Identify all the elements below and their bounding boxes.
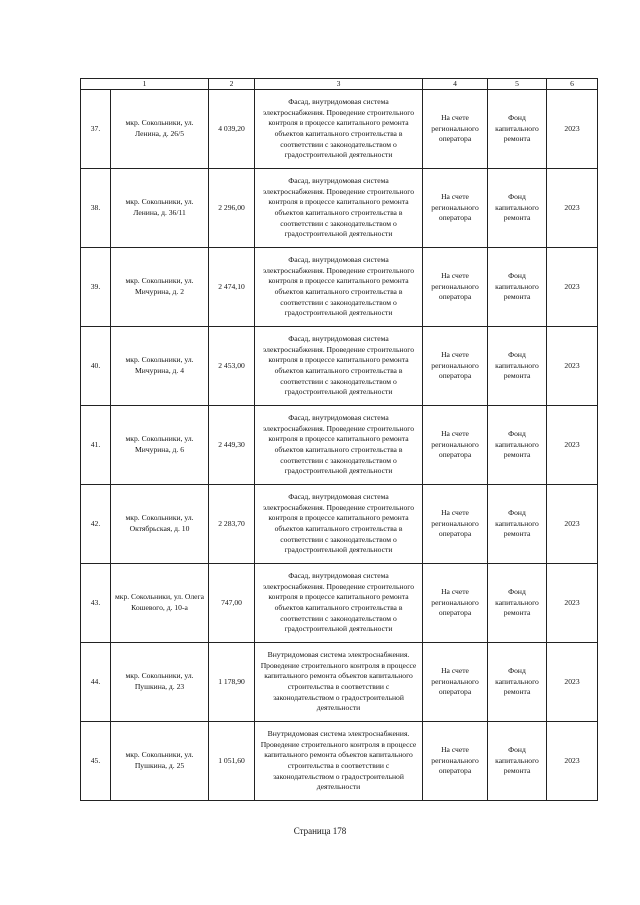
header-cell: 3 [255,79,423,90]
description-cell: Фасад, внутридомовая система электроснабжения. Проведение строительного контроля в процессе капитального ремонта объектов капитального строительства в соответствии с законодательством о градостроительной деятельности [255,327,423,406]
fund-cell: Фонд капитального ремонта [488,248,547,327]
account-cell: На счете регионального оператора [423,722,488,801]
address-cell: мкр. Сокольники, ул. Мичурина, д. 2 [111,248,209,327]
description-cell: Фасад, внутридомовая система электроснабжения. Проведение строительного контроля в процессе капитального ремонта объектов капитального строительства в соответствии с законодательством о градостроительной деятельности [255,564,423,643]
row-number-cell: 38. [81,169,111,248]
amount-cell: 4 039,20 [209,90,255,169]
table-row [81,90,598,169]
row-number-cell: 40. [81,327,111,406]
amount-cell: 2 474,10 [209,248,255,327]
fund-cell: Фонд капитального ремонта [488,169,547,248]
address-cell: мкр. Сокольники, ул. Октябрьская, д. 10 [111,485,209,564]
row-number-cell: 39. [81,248,111,327]
table-row [81,564,598,643]
year-cell: 2023 [547,169,598,248]
year-cell: 2023 [547,406,598,485]
row-number-cell: 45. [81,722,111,801]
header-cell: 5 [488,79,547,90]
table-row [81,643,598,722]
year-cell: 2023 [547,643,598,722]
table-row [81,248,598,327]
address-cell: мкр. Сокольники, ул. Пушкина, д. 25 [111,722,209,801]
address-cell: мкр. Сокольники, ул. Ленина, д. 26/5 [111,90,209,169]
table-row [81,485,598,564]
year-cell: 2023 [547,722,598,801]
row-number-cell: 37. [81,90,111,169]
row-number-cell: 41. [81,406,111,485]
amount-cell: 1 051,60 [209,722,255,801]
amount-cell: 1 178,90 [209,643,255,722]
year-cell: 2023 [547,327,598,406]
address-cell: мкр. Сокольники, ул. Пушкина, д. 23 [111,643,209,722]
amount-cell: 747,00 [209,564,255,643]
description-cell: Фасад, внутридомовая система электроснабжения. Проведение строительного контроля в процессе капитального ремонта объектов капитального строительства в соответствии с законодательством о градостроительной деятельности [255,248,423,327]
table-row [81,722,598,801]
header-cell: 2 [209,79,255,90]
address-cell: мкр. Сокольники, ул. Мичурина, д. 4 [111,327,209,406]
account-cell: На счете регионального оператора [423,564,488,643]
account-cell: На счете регионального оператора [423,643,488,722]
address-cell: мкр. Сокольники, ул. Ленина, д. 36/11 [111,169,209,248]
address-cell: мкр. Сокольники, ул. Олега Кошевого, д. 10-а [111,564,209,643]
description-cell: Фасад, внутридомовая система электроснабжения. Проведение строительного контроля в процессе капитального ремонта объектов капитального строительства в соответствии с законодательством о градостроительной деятельности [255,90,423,169]
fund-cell: Фонд капитального ремонта [488,722,547,801]
year-cell: 2023 [547,90,598,169]
address-cell: мкр. Сокольники, ул. Мичурина, д. 6 [111,406,209,485]
description-cell: Фасад, внутридомовая система электроснабжения. Проведение строительного контроля в процессе капитального ремонта объектов капитального строительства в соответствии с законодательством о градостроительной деятельности [255,485,423,564]
fund-cell: Фонд капитального ремонта [488,327,547,406]
table-row [81,327,598,406]
page-number: Страница 178 [293,826,347,836]
year-cell: 2023 [547,248,598,327]
amount-cell: 2 296,00 [209,169,255,248]
year-cell: 2023 [547,564,598,643]
amount-cell: 2 449,30 [209,406,255,485]
amount-cell: 2 283,70 [209,485,255,564]
fund-cell: Фонд капитального ремонта [488,564,547,643]
row-number-cell: 43. [81,564,111,643]
description-cell: Фасад, внутридомовая система электроснабжения. Проведение строительного контроля в процессе капитального ремонта объектов капитального строительства в соответствии с законодательством о градостроительной деятельности [255,406,423,485]
account-cell: На счете регионального оператора [423,485,488,564]
row-number-cell: 44. [81,643,111,722]
account-cell: На счете регионального оператора [423,406,488,485]
account-cell: На счете регионального оператора [423,327,488,406]
description-cell: Внутридомовая система электроснабжения. Проведение строительного контроля в процессе капитального ремонта объектов капитального строительства в соответствии с законодательством о градостроительной деятельности [255,722,423,801]
amount-cell: 2 453,00 [209,327,255,406]
row-number-cell: 42. [81,485,111,564]
table-row [81,406,598,485]
header-cell: 1 [81,79,209,90]
account-cell: На счете регионального оператора [423,90,488,169]
description-cell: Внутридомовая система электроснабжения. Проведение строительного контроля в процессе капитального ремонта объектов капитального строительства в соответствии с законодательством о градостроительной деятельности [255,643,423,722]
account-cell: На счете регионального оператора [423,248,488,327]
account-cell: На счете регионального оператора [423,169,488,248]
fund-cell: Фонд капитального ремонта [488,90,547,169]
fund-cell: Фонд капитального ремонта [488,643,547,722]
header-cell: 6 [547,79,598,90]
table-row [81,169,598,248]
year-cell: 2023 [547,485,598,564]
header-cell: 4 [423,79,488,90]
fund-cell: Фонд капитального ремонта [488,485,547,564]
fund-cell: Фонд капитального ремонта [488,406,547,485]
work-table [80,78,598,801]
description-cell: Фасад, внутридомовая система электроснабжения. Проведение строительного контроля в процессе капитального ремонта объектов капитального строительства в соответствии с законодательством о градостроительной деятельности [255,169,423,248]
header-row [81,79,598,90]
